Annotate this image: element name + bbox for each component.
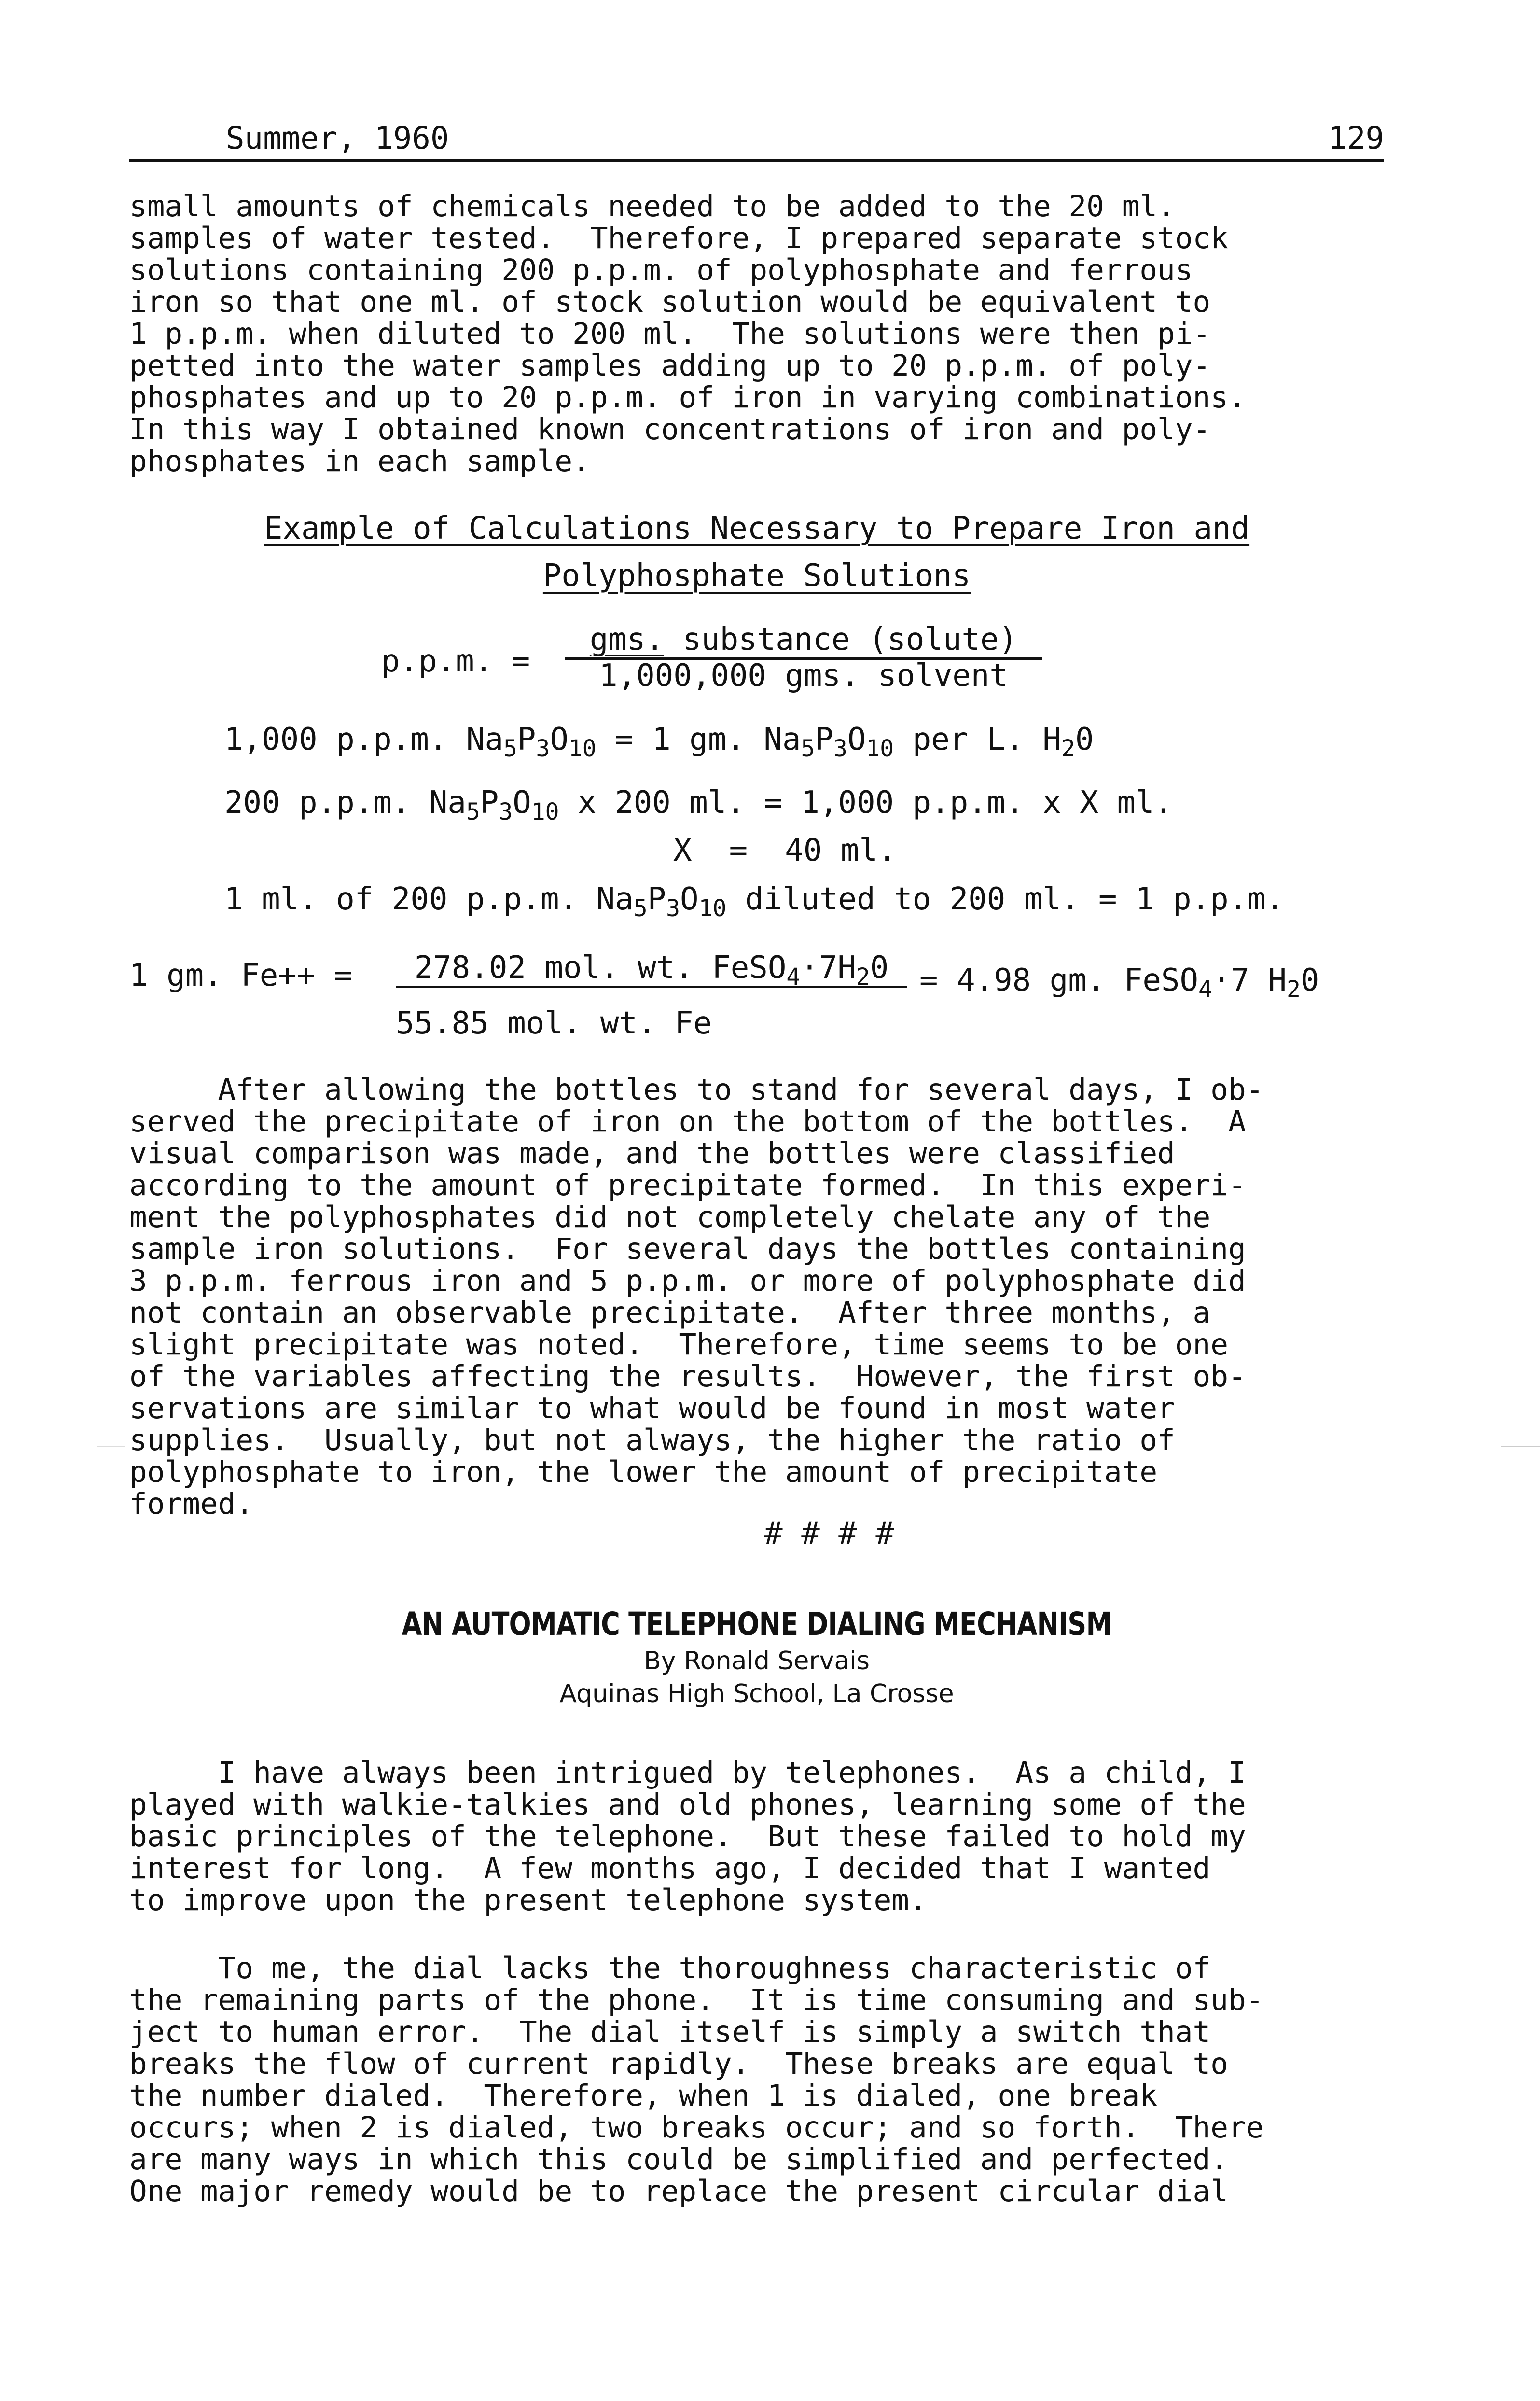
formula-line-1: 1,000 p.p.m. $Na_5P_3O_{10} = 1$ gm. $Na_5P_3O_{10}$ per L. $H_20$	[224, 722, 1094, 762]
issue-date: Summer, 1960	[226, 121, 449, 156]
ppm-formula-lhs: p.p.m. =	[381, 643, 530, 679]
header-rule	[129, 159, 1384, 162]
fe-formula-result: = 4.98 gm. FeSO$_4$·7 $H_20$	[919, 963, 1319, 1003]
article-byline: By Ronald Servais	[644, 1647, 870, 1675]
example-heading-line2: Polyphosphate Solutions	[542, 558, 971, 594]
fe-formula-lhs: 1 gm. Fe++ =	[129, 958, 353, 993]
page-number: 129	[1328, 121, 1384, 156]
fe-formula-numerator: 278.02 mol. wt. $FeSO_4\cdot 7H_20$	[396, 951, 907, 988]
fe-formula-denominator: 55.85 mol. wt. Fe	[396, 1005, 712, 1041]
example-heading-line1: Example of Calculations Necessary to Prepare Iron and	[264, 511, 1250, 546]
formula-line-2: 200 p.p.m. $Na_5P_3O_{10}$ x 200 ml. = 1,000 p.p.m. x X ml.	[224, 785, 1173, 825]
running-header	[129, 116, 1384, 159]
ppm-formula-numerator: gms. substance (solute)	[565, 623, 1042, 660]
formula-line-4: 1 ml. of 200 p.p.m. $Na_5P_3O_{10}$ diluted to 200 ml. = 1 p.p.m.	[224, 881, 1285, 922]
intro-paragraph: small amounts of chemicals needed to be added to the 20 ml. samples of water tested. Therefore, I prepared separate stock solutions containing 200 p.p.m. of polyphosphate and ferrous iron so that one ml. of stock solution would be equivalent to 1 p.p.m. when diluted to 200 ml. The solutions were then pi- petted into the water samples adding up to 20 p.p.m. of poly- phosphates and up to 20 p.p.m. of iron in varying combinations. In this way I obtained known concentrations of iron and poly- phosphates in each sample.	[129, 189, 1246, 478]
scan-mark-right	[1501, 1446, 1540, 1447]
article-title: AN AUTOMATIC TELEPHONE DIALING MECHANISM	[402, 1605, 1112, 1643]
article-school: Aquinas High School, La Crosse	[559, 1679, 954, 1708]
scan-mark-left	[97, 1446, 125, 1447]
section-separator: # # # #	[764, 1516, 894, 1551]
results-paragraph: After allowing the bottles to stand for several days, I ob- served the precipitate of iron on the bottom of the bottles. A visual comparison was made, and the bottles were classified according to the amount of precipitate formed. In this experi- ment the polyphosphates did not completely chelate any of the sample iron solutions. For several days the bottles containing 3 p.p.m. ferrous iron and 5 p.p.m. or more of polyphosphate did not contain an observable precipitate. After three months, a slight precipitate was noted. Therefore, time seems to be one of the variables affecting the results. However, the first ob- servations are similar to what would be found in most water supplies. Usually, but not always, the higher the ratio of polyphosphate to iron, the lower the amount of precipitate formed.	[129, 1073, 1264, 1521]
article-paragraph-2: To me, the dial lacks the thoroughness characteristic of the remaining parts of the phone. It is time consuming and sub- ject to human error. The dial itself is simply a switch that breaks the flow of current rapidly. These breaks are equal to the number dialed. Therefore, when 1 is dialed, one break occurs; when 2 is dialed, two breaks occur; and so forth. There are many ways in which this could be simplified and perfected. One major remedy would be to replace the present circular dial	[129, 1951, 1264, 2208]
ppm-formula-denominator: 1,000,000 gms. solvent	[599, 658, 1008, 694]
article-paragraph-1: I have always been intrigued by telephones. As a child, I played with walkie-talkies and old phones, learning some of the basic principles of the telephone. But these failed to hold my interest for long. A few months ago, I decided that I wanted to improve upon the present telephone system.	[129, 1756, 1246, 1917]
formula-line-3: X = 40 ml.	[673, 833, 897, 868]
